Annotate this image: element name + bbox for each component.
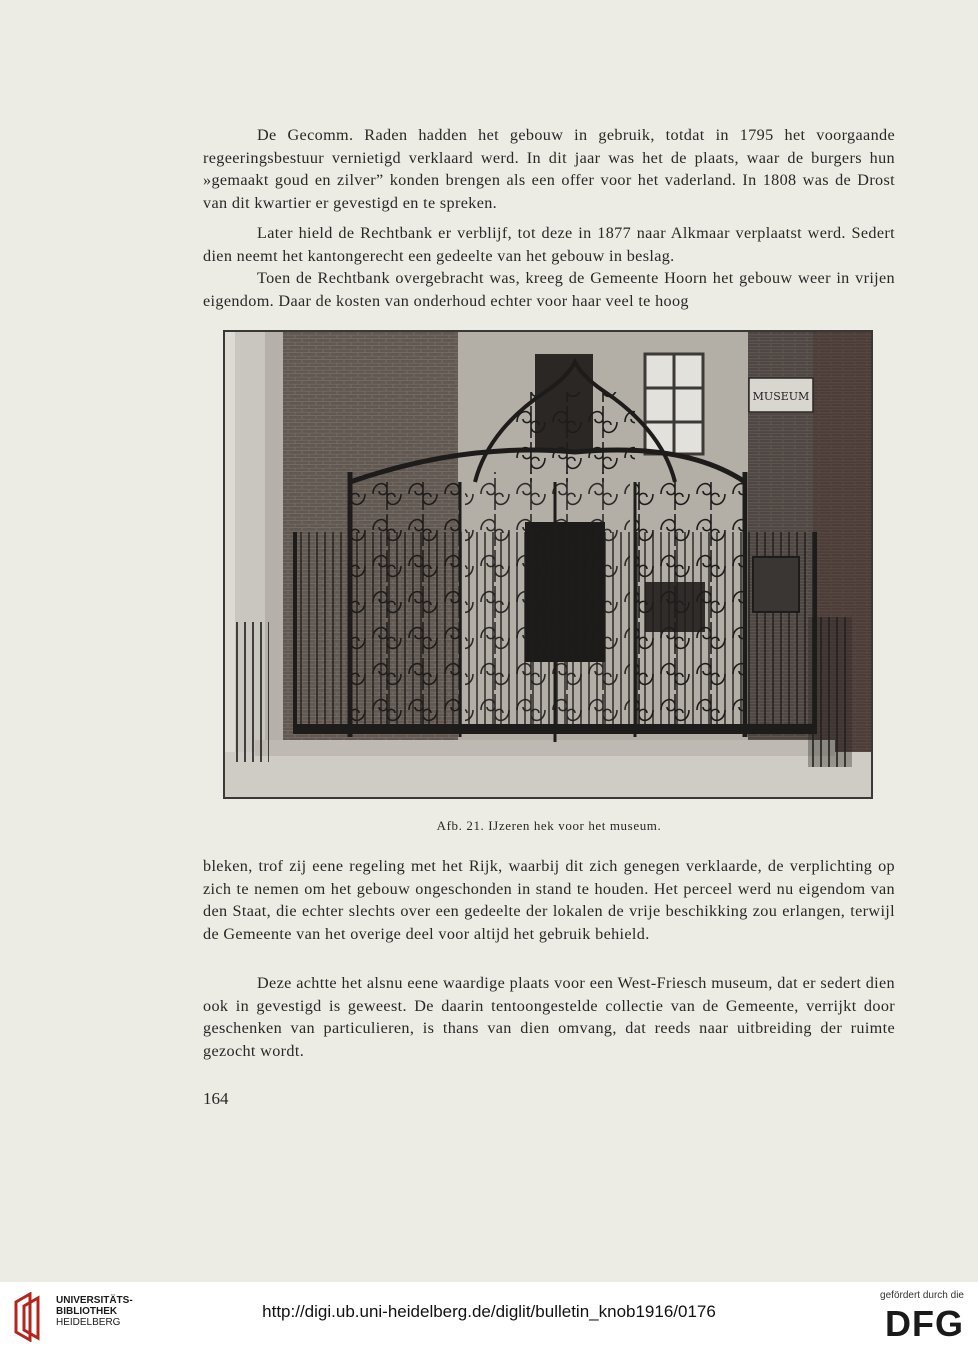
source-url-link[interactable]: http://digi.ub.uni-heidelberg.de/diglit/bulletin_knob1916/0176 (262, 1302, 716, 1321)
library-line-1: UNIVERSITÄTS- (56, 1295, 133, 1306)
iron-gate-illustration (225, 332, 871, 797)
sponsor-label: gefördert durch die (880, 1290, 964, 1301)
paragraph-2: Later hield de Rechtbank er verblijf, tot deze in 1877 naar Alkmaar verplaatst werd. Sedert dien neemt het kantongerecht een gedeelte van het gebouw in beslag. (203, 224, 895, 265)
paragraph-5: Deze achtte het alsnu eene waardige plaats voor een West-Friesch museum, dat er sedert dien ook in gevestigd is geweest. De daarin tentoongestelde collectie van de Gemeente, verrijkt door geschenken van particulieren, is thans van dien omvang, dat reeds naar uitbreiding der ruimte gezocht wordt. (203, 974, 895, 1060)
museum-sign: MUSEUM (752, 390, 810, 403)
dfg-logo: DFG (885, 1303, 964, 1344)
footer-bar (0, 1282, 978, 1350)
paragraph-4: bleken, trof zij eene regeling met het Rijk, waarbij dit zich genegen verklaarde, de verplichting op zich te nemen om het gebouw ongeschonden in stand te houden. Het perceel werd nu eigendom van den Staat, die echter slechts over een gedeelte der lokalen de vrije beschikking zou erlangen, terwijl de Gemeente van het overige deel voor altijd het gebruik behield. (203, 857, 895, 943)
figure-caption: Afb. 21. IJzeren hek voor het museum. (436, 818, 662, 833)
page-number: 164 (203, 1089, 229, 1108)
paragraph-3: Toen de Rechtbank overgebracht was, kreeg de Gemeente Hoorn het gebouw weer in vrijen eigendom. Daar de kosten van onderhoud echter voor haar veel te hoog (203, 269, 895, 310)
figure-photo-iron-gate (223, 330, 873, 799)
paragraph-1: De Gecomm. Raden hadden het gebouw in gebruik, totdat in 1795 het voorgaande regeeringsbestuur vernietigd verklaard werd. In dit jaar was het de plaats, waar de burgers hun »gemaakt goud en zilver” konden brengen als een offer voor het vaderland. In 1808 was de Drost van dit kwartier er gevestigd en te spreken. (203, 126, 895, 212)
library-line-3: HEIDELBERG (56, 1317, 121, 1328)
library-line-2: BIBLIOTHEK (56, 1306, 118, 1317)
